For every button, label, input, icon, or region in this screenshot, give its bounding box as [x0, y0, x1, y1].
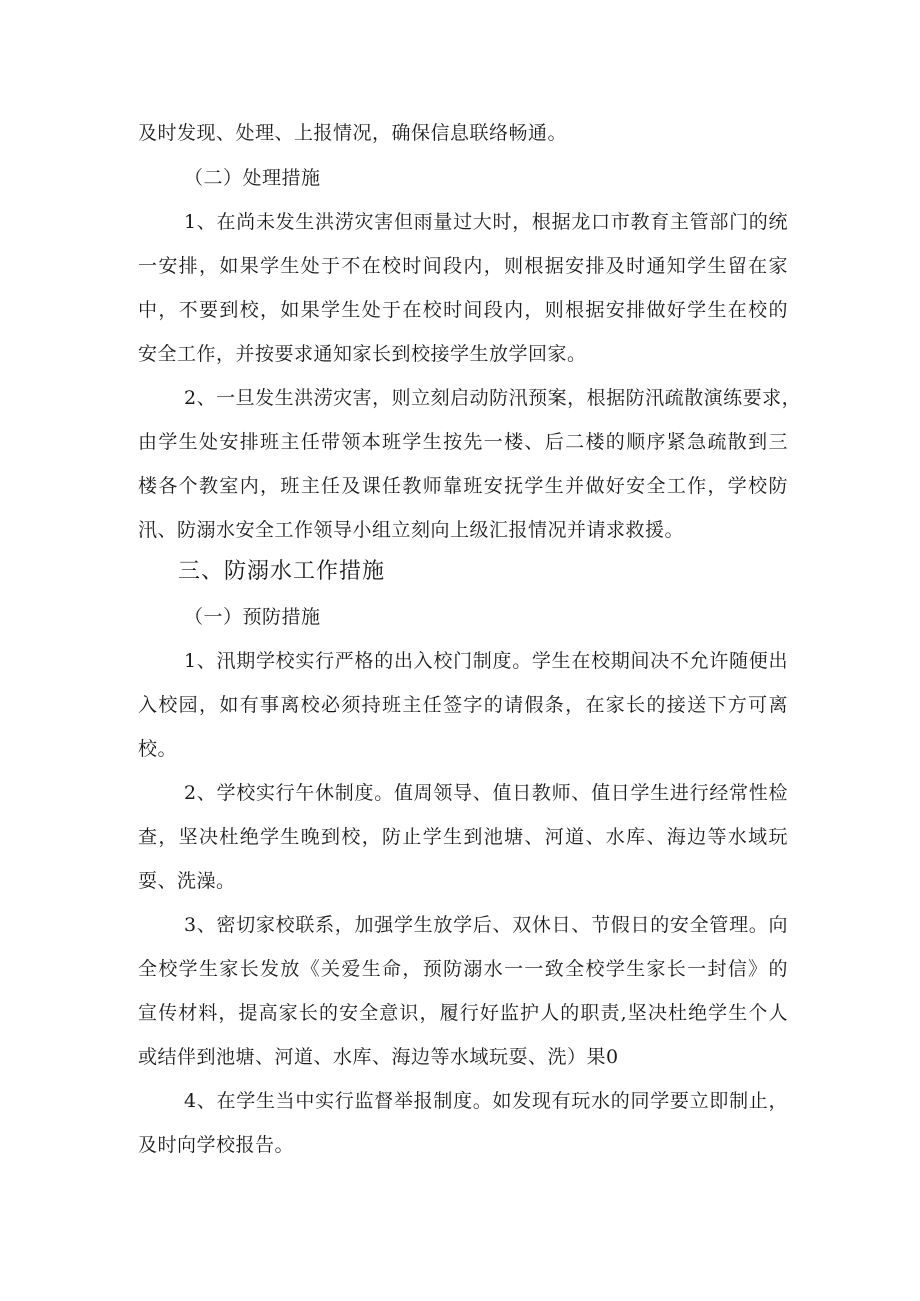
paragraph-line: 2、学校实行午休制度。值周领导、值日教师、值日学生进行经常性检: [184, 782, 788, 804]
paragraph-line: 全校学生家长发放《关爱生命，预防溺水一一致全校学生家长一封信》的: [138, 958, 788, 980]
paragraph-line: 或结伴到池塘、河道、水库、海边等水域玩耍、洗）果0: [138, 1046, 619, 1068]
paragraph-line: 4、在学生当中实行监督举报制度。如发现有玩水的同学要立即制止，: [184, 1090, 788, 1112]
paragraph-line: 校。: [138, 738, 178, 760]
paragraph-line: 由学生处安排班主任带领本班学生按先一楼、后二楼的顺序紧急疏散到三: [138, 431, 788, 453]
paragraph-line: 楼各个教室内，班主任及课任教师靠班安抚学生并做好安全工作，学校防: [138, 475, 788, 497]
section-heading-drowning-prevention: 三、防溺水工作措施: [178, 559, 386, 584]
paragraph-line: 1、汛期学校实行严格的出入校门制度。学生在校期间决不允许随便出: [184, 650, 788, 672]
subsection-heading-handling-measures: （二）处理措施: [184, 167, 321, 189]
paragraph-line: 中，不要到校，如果学生处于在校时间段内，则根据安排做好学生在校的: [138, 299, 788, 321]
paragraph-line: 汛、防溺水安全工作领导小组立刻向上级汇报情况并请求救援。: [138, 519, 685, 541]
paragraph-line: 3、密切家校联系，加强学生放学后、双休日、节假日的安全管理。向: [184, 914, 788, 936]
paragraph-line: 2、一旦发生洪涝灾害，则立刻启动防汛预案，根据防汛疏散演练要求，: [184, 387, 802, 409]
paragraph-line: 一安排，如果学生处于不在校时间段内，则根据安排及时通知学生留在家: [138, 255, 788, 277]
paragraph-line: 及时向学校报告。: [138, 1134, 295, 1156]
paragraph-line: 安全工作，并按要求通知家长到校接学生放学回家。: [138, 343, 587, 365]
paragraph-line: 查，坚决杜绝学生晚到校，防止学生到池塘、河道、水库、海边等水域玩: [138, 826, 788, 848]
paragraph-line: 耍、洗澡。: [138, 870, 236, 892]
paragraph-line: 宣传材料，提高家长的安全意识，履行好监护人的职责,坚决杜绝学生个人: [138, 1002, 788, 1024]
paragraph-line: 入校园，如有事离校必须持班主任签字的请假条，在家长的接送下方可离: [138, 694, 788, 716]
subsection-heading-prevention-measures: （一）预防措施: [184, 606, 321, 628]
paragraph-line: 1、在尚未发生洪涝灾害但雨量过大时，根据龙口市教育主管部门的统: [184, 211, 788, 233]
paragraph-line: 及时发现、处理、上报情况，确保信息联络畅通。: [138, 122, 568, 144]
